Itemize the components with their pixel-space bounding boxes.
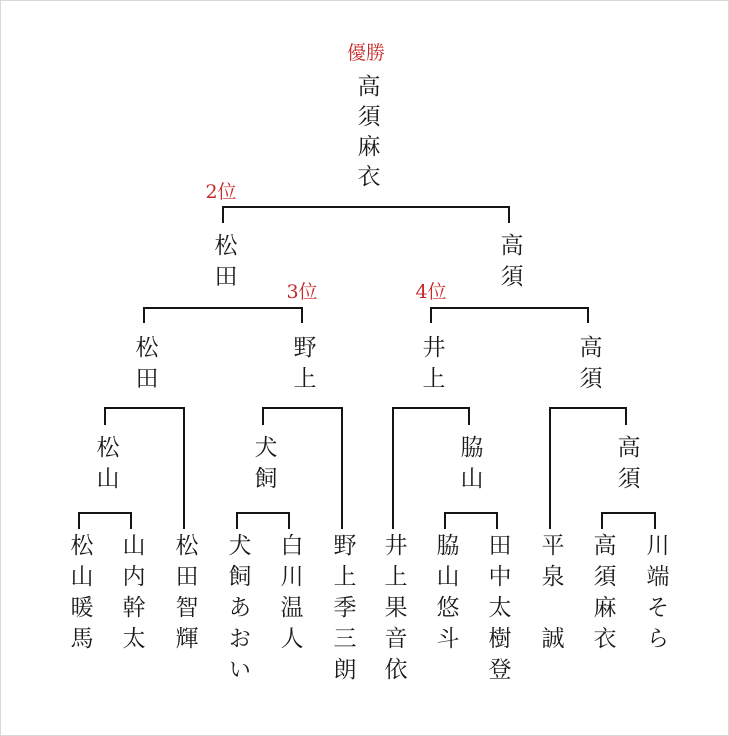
bracket-line [222,206,224,223]
bracket-line [549,407,627,409]
bye-line [341,407,343,529]
bracket-line [143,307,145,323]
bracket-line [288,512,290,529]
bye-line [549,407,551,529]
player-10-name: 平泉 誠 [537,533,564,657]
bracket-line [601,512,656,514]
bracket-line [430,307,432,323]
quarterfinalist-3-name: 脇山 [456,435,483,497]
bracket-line [601,512,603,529]
bracket-line [508,206,510,223]
finalist-right-name: 高須 [496,233,523,295]
player-6-name: 野上季三朗 [329,533,356,688]
bracket-line [236,512,238,529]
player-3-name: 松田智輝 [171,533,198,657]
bracket-line [222,206,510,208]
bracket-line [392,407,470,409]
bracket-line [104,407,106,425]
semifinalist-2-name: 野上 [289,335,316,397]
player-8-name: 脇山悠斗 [432,533,459,657]
player-1-name: 松山暖馬 [66,533,93,657]
bracket-line [262,407,264,425]
second-place-label: 2位 [205,181,237,203]
bracket-line [444,512,446,529]
bye-line [183,407,185,529]
bracket-line [430,307,589,309]
quarterfinalist-4-name: 高須 [613,435,640,497]
semifinalist-3-name: 井上 [418,335,445,397]
bracket-line [262,407,343,409]
bracket-line [301,307,303,323]
bracket-line [143,307,303,309]
bracket-line [587,307,589,323]
semifinalist-4-name: 高須 [575,335,602,397]
champion-rank-label: 優勝 [346,42,386,64]
quarterfinalist-1-name: 松山 [92,435,119,497]
bye-line [392,407,394,529]
quarterfinalist-2-name: 犬飼 [250,435,277,497]
semifinalist-1-name: 松田 [131,335,158,397]
player-9-name: 田中太樹登 [484,533,511,688]
bracket-line [78,512,80,529]
third-place-label: 3位 [286,281,318,303]
bracket-line [625,407,627,425]
bracket-line [468,407,470,425]
player-12-name: 川端そら [642,533,669,657]
bracket-line [130,512,132,529]
fourth-place-label: 4位 [415,281,447,303]
player-7-name: 井上果音依 [380,533,407,688]
bracket-line [444,512,498,514]
player-11-name: 高須麻衣 [589,533,616,657]
player-2-name: 山内幹太 [118,533,145,657]
champion-name: 高須麻衣 [353,74,380,194]
bracket-line [496,512,498,529]
finalist-left-name: 松田 [210,233,237,295]
bracket-line [654,512,656,529]
bracket-line [78,512,132,514]
bracket-line [104,407,185,409]
player-5-name: 白川温人 [276,533,303,657]
bracket-line [236,512,290,514]
player-4-name: 犬飼あおい [224,533,251,688]
